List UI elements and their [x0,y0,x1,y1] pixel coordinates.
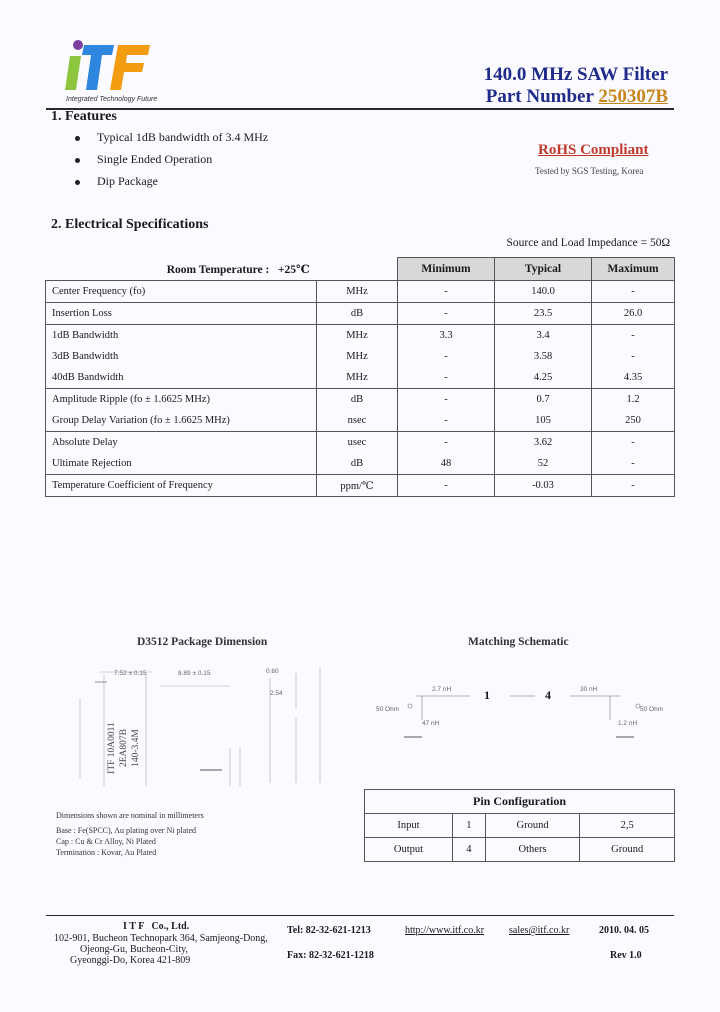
feature-item: Dip Package [75,174,158,189]
table-row: 40dB Bandwidth MHz - 4.25 4.35 [46,367,675,389]
pin-config-title: Pin Configuration [365,790,675,814]
package-note: Base : Fe(SPCC), Au plating over Ni plated [56,826,196,835]
package-note: Termination : Kovar, Au Plated [56,848,157,857]
footer-divider [46,915,674,916]
col-typical: Typical [495,258,592,281]
package-dimension-drawing: 7.52 ± 0.15 8.89 ± 0.15 0.60 2.54 ITF 10A0011 2EA807B 140-3.4M [60,658,330,798]
electrical-spec-table [45,257,675,497]
footer-address-1: 102-901, Bucheon Technopark 364, Samjeong-Dong, [54,933,268,944]
footer-email-link[interactable]: sales@itf.co.kr [509,925,570,936]
table-row: Absolute Delay usec - 3.62 - [46,432,675,454]
table-header-row [46,258,675,281]
product-title: 140.0 MHz SAW Filter [483,64,668,85]
package-note: Dimensions shown are nominal in millimeters [56,811,204,820]
schematic-icon [370,680,670,750]
table-row: Insertion Loss dB - 23.5 26.0 [46,303,675,325]
table-row: 3dB Bandwidth MHz - 3.58 - [46,346,675,367]
room-temperature-cell: Room Temperature : +25℃ [166,263,310,276]
part-number-label: Part Number [485,86,594,107]
footer-revision: Rev 1.0 [610,950,642,961]
footer-date: 2010. 04. 05 [599,925,649,936]
rohs-tested-note: Tested by SGS Testing, Korea [535,166,644,176]
pin-configuration-table [364,789,675,862]
table-row: 1dB Bandwidth MHz 3.3 3.4 - [46,325,675,347]
schematic-pin-1: 1 [484,688,490,702]
features-heading: 1. Features [51,109,117,124]
footer-website-link[interactable]: http://www.itf.co.kr [405,925,485,936]
itf-logo-icon [62,38,154,94]
impedance-note: Source and Load Impedance = 50Ω [506,237,670,249]
package-marking: ITF 10A0011 2EA807B 140-3.4M [107,722,141,774]
header-divider [46,108,674,110]
electrical-heading: 2. Electrical Specifications [51,217,209,232]
rohs-compliant-badge: RoHS Compliant [538,142,649,158]
table-row: Input 1 Ground 2,5 [365,814,675,838]
package-dimension-title: D3512 Package Dimension [137,636,268,648]
package-drawing-icon [60,658,330,798]
logo-subtitle: Integrated Technology Future [66,96,158,103]
table-row: Temperature Coefficient of Frequency ppm/℃ - -0.03 - [46,475,675,497]
bullet-icon [75,158,80,163]
footer-tel: Tel: 82-32-621-1213 [287,925,371,936]
schematic-pin-4: 4 [545,688,551,702]
bullet-icon [75,136,80,141]
matching-schematic-drawing: 2.7 nH 47 nH 50 Ohm 30 nH 1.2 nH 50 Ohm 1 4 [370,680,670,750]
part-number-line [486,86,668,108]
footer-fax: Fax: 82-32-621-1218 [287,950,374,961]
col-minimum: Minimum [398,258,495,281]
footer-company: I T F Co., Ltd. [123,921,190,932]
package-note: Cap : Cu & Cr Alloy, Ni Plated [56,837,156,846]
feature-item: Typical 1dB bandwidth of 3.4 MHz [75,130,268,145]
bullet-icon [75,180,80,185]
footer-address-3: Gyeonggi-Do, Korea 421-809 [70,955,191,966]
part-number-value: 250307B [598,86,668,107]
matching-schematic-title: Matching Schematic [468,636,569,648]
table-row: Amplitude Ripple (fo ± 1.6625 MHz) dB - 0.7 1.2 [46,389,675,411]
company-logo [62,38,158,103]
col-maximum: Maximum [592,258,675,281]
table-row: Output 4 Others Ground [365,838,675,862]
table-row: Ultimate Rejection dB 48 52 - [46,453,675,475]
feature-item: Single Ended Operation [75,152,212,167]
table-row: Center Frequency (fo) MHz - 140.0 - [46,281,675,303]
table-row: Group Delay Variation (fo ± 1.6625 MHz) nsec - 105 250 [46,410,675,432]
footer-address-2: Ojeong-Gu, Bucheon-City, [80,944,188,955]
